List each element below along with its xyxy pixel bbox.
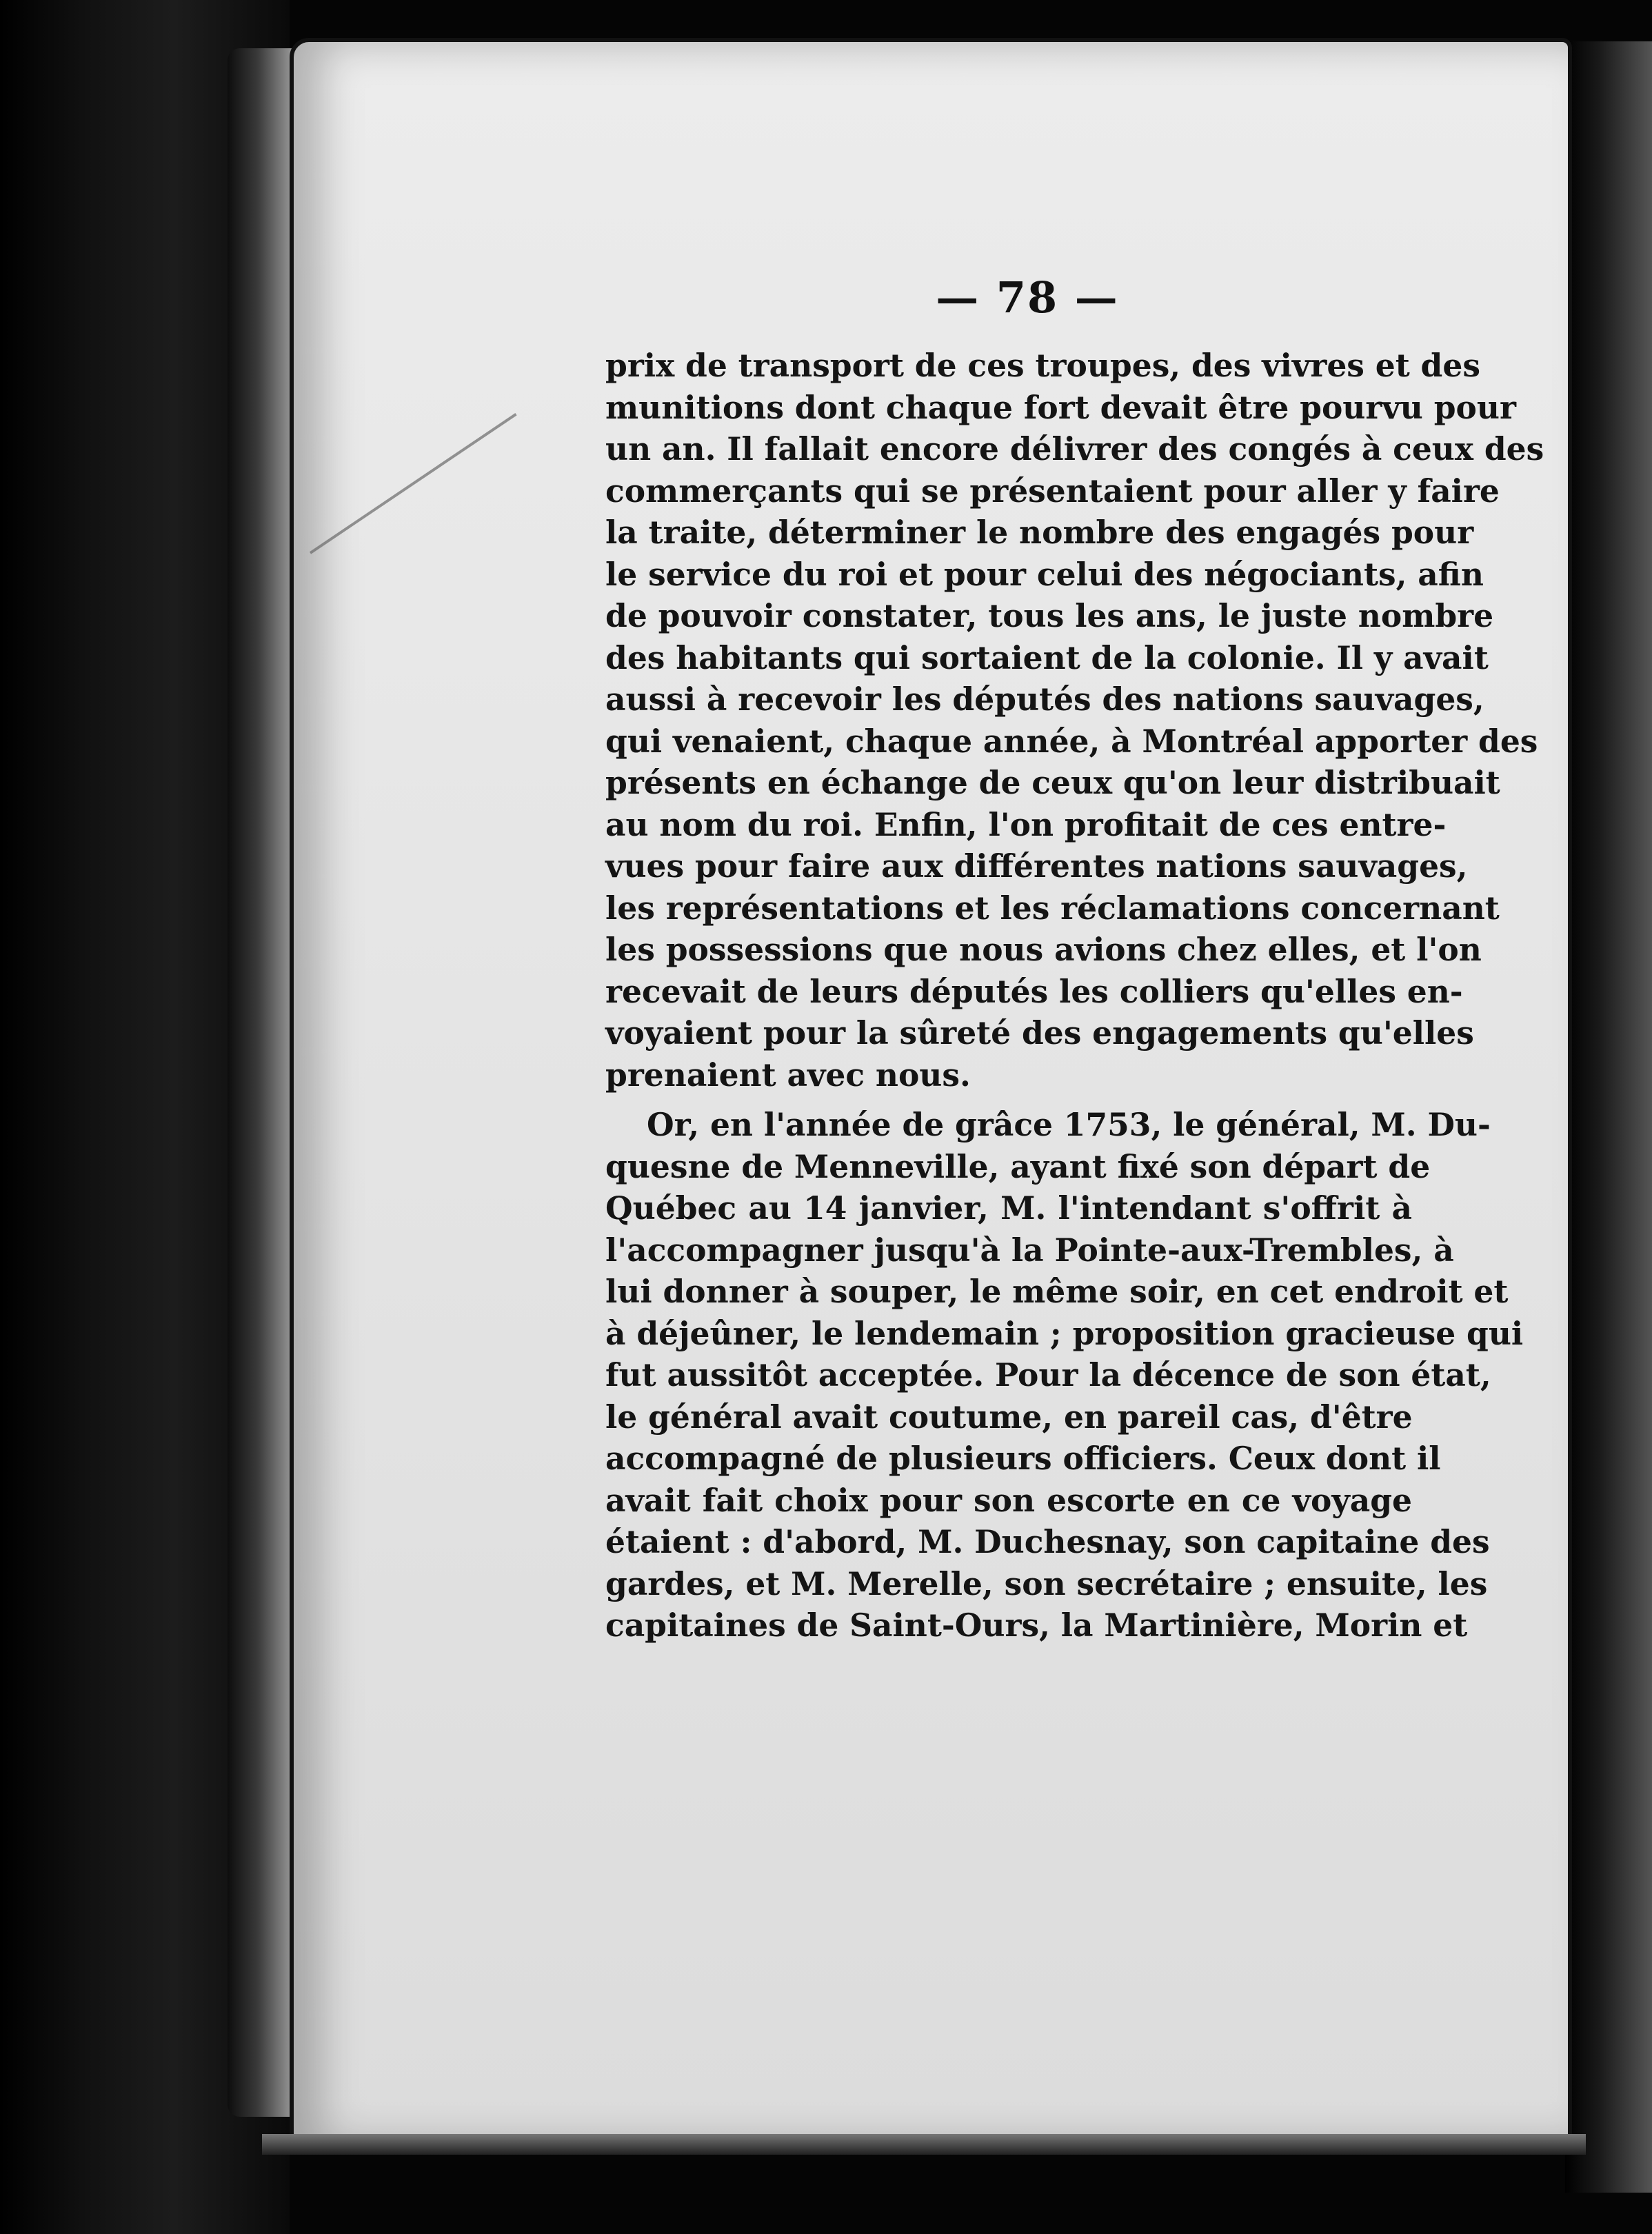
text-line: capitaines de Saint-Ours, la Martinière, Morin et <box>605 1607 1468 1644</box>
text-line: gardes, et M. Merelle, son secrétaire ; ensuite, les <box>605 1564 1488 1602</box>
text-line: avait fait choix pour son escorte en ce voyage <box>605 1481 1412 1519</box>
text-line: prenaient avec nous. <box>605 1056 971 1094</box>
text-line: munitions dont chaque fort devait être pourvu pour <box>605 388 1516 426</box>
text-line: un an. Il fallait encore délivrer des congés à ceux des <box>605 430 1544 467</box>
text-line: les possessions que nous avions chez elles, et l'on <box>605 931 1482 968</box>
paragraph <box>605 345 1544 1096</box>
text-line: voyaient pour la sûreté des engagements qu'elles <box>605 1014 1474 1051</box>
text-line: quesne de Menneville, ayant fixé son départ de <box>605 1147 1431 1185</box>
text-line: recevait de leurs députés les colliers qu'elles en- <box>605 972 1463 1010</box>
text-line: le service du roi et pour celui des négociants, afin <box>605 555 1484 593</box>
text-line: lui donner à souper, le même soir, en cet endroit et <box>605 1273 1509 1310</box>
text-line: fut aussitôt acceptée. Pour la décence de son état, <box>605 1356 1491 1393</box>
text-line: au nom du roi. Enfin, l'on profitait de ces entre- <box>605 805 1447 843</box>
paragraph <box>605 1104 1524 1647</box>
text-line: étaient : d'abord, M. Duchesnay, son capitaine des <box>605 1523 1490 1560</box>
page-bottom-edge <box>262 2134 1586 2155</box>
text-line: la traite, déterminer le nombre des engagés pour <box>605 514 1474 551</box>
text-line: de pouvoir constater, tous les ans, le juste nombre <box>605 597 1494 634</box>
adjacent-page-edge <box>1565 41 1652 2193</box>
text-line: Québec au 14 janvier, M. l'intendant s'offrit à <box>605 1189 1412 1227</box>
text-line: le général avait coutume, en pareil cas, d'être <box>605 1398 1413 1436</box>
text-line: qui venaient, chaque année, à Montréal apporter des <box>605 722 1538 760</box>
text-line: les représentations et les réclamations concernant <box>605 889 1500 927</box>
text-line: à déjeûner, le lendemain ; proposition gracieuse qui <box>605 1314 1524 1352</box>
text-line: aussi à recevoir les députés des nations sauvages, <box>605 681 1484 718</box>
text-line: commerçants qui se présentaient pour aller y faire <box>605 472 1500 510</box>
page-number: — 78 — <box>936 272 1119 323</box>
text-line: vues pour faire aux différentes nations sauvages, <box>605 847 1468 885</box>
text-line: accompagné de plusieurs officiers. Ceux dont il <box>605 1440 1441 1477</box>
text-line: présents en échange de ceux qu'on leur distribuait <box>605 764 1500 801</box>
text-line: l'accompagner jusqu'à la Pointe-aux-Trembles, à <box>605 1231 1454 1269</box>
text-line: Or, en l'année de grâce 1753, le général, M. Du- <box>647 1106 1491 1143</box>
text-line: prix de transport de ces troupes, des vivres et des <box>605 347 1480 384</box>
text-line: des habitants qui sortaient de la colonie. Il y avait <box>605 638 1489 676</box>
paragraph-gap <box>605 1096 1412 1104</box>
body-text <box>605 345 1544 1647</box>
